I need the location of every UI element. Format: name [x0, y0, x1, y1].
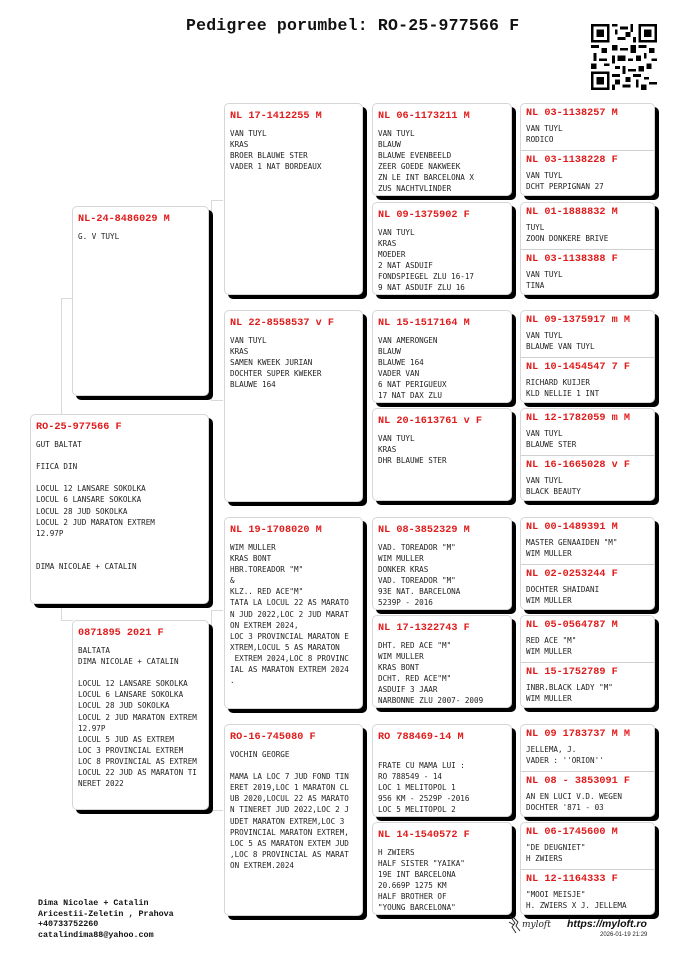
card-text: G. V TUYL: [78, 232, 120, 241]
gen4-entry[interactable]: [521, 409, 654, 455]
gen4-pair-card[interactable]: [520, 103, 655, 196]
owner-name: Dima Nicolae + Catalin: [38, 898, 149, 908]
ring-number: RO 788469-14 M: [378, 732, 464, 743]
card-text: VAD. TOREADOR "M" WIM MULLER DONKER KRAS VAD. TOREADOR "M" 93E NAT. BARCELONA 5239P - 2016: [378, 543, 461, 608]
gen4-entry[interactable]: [521, 662, 654, 708]
gen4-pair-card[interactable]: [520, 517, 655, 610]
ring-number: NL 06-1173211 M: [378, 111, 470, 122]
great-grandparent-card[interactable]: [372, 202, 512, 295]
card-text: VAN TUYL KRAS DHR BLAUWE STER: [378, 434, 447, 466]
card-text: VAN TUYL KRAS SAMEN KWEEK JURIAN DOCHTER SUPER KWEKER BLAUWE 164: [230, 336, 322, 390]
card-text: JELLEMA, J. VADER : ''ORION'': [526, 745, 604, 766]
card-text: FRATE CU MAMA LUI : RO 788549 - 14 LOC 1 MELITOPOL 1 956 KM - 2529P -2016 LOC 5 MELITOPOL 2: [378, 761, 470, 815]
owner-email[interactable]: catalindima88@yahoo.com: [38, 929, 154, 940]
ring-number: NL 20-1613761 v F: [378, 416, 482, 427]
ring-number: 0871895 2021 F: [78, 628, 164, 639]
card-text: RED ACE "M" WIM MULLER: [526, 636, 577, 657]
dam-card[interactable]: [72, 620, 209, 810]
grandparent-card[interactable]: [224, 517, 363, 709]
connector-line: [211, 200, 223, 201]
ring-number: NL 08 - 3853091 F: [526, 776, 630, 787]
connector-line: [515, 225, 516, 275]
connector-line: [515, 125, 516, 175]
connector-line: [61, 620, 73, 621]
card-text: AN EN LUCI V.D. WEGEN DOCHTER '871 - 03: [526, 792, 623, 813]
connector-line: [515, 745, 516, 795]
connector-line: [515, 845, 516, 895]
owner-phone: +40733752260: [38, 919, 99, 929]
ring-number: NL 01-1888832 M: [526, 207, 618, 218]
great-grandparent-card[interactable]: [372, 103, 512, 196]
card-text: INBR.BLACK LADY "M" WIM MULLER: [526, 683, 613, 704]
gen4-entry[interactable]: [521, 725, 654, 771]
connector-line: [515, 330, 516, 380]
card-text: RICHARD KUIJER KLD NELLIE 1 INT: [526, 378, 600, 399]
connector-line: [211, 610, 212, 810]
ring-number: NL 12-1782059 m M: [526, 413, 630, 424]
gen4-pair-card[interactable]: [520, 408, 655, 501]
gen4-entry[interactable]: [521, 869, 654, 915]
ring-number: NL 14-1540572 F: [378, 830, 470, 841]
owner-contact: [38, 898, 174, 940]
card-text: VAN TUYL DCHT PERPIGNAN 27: [526, 171, 604, 192]
ring-number: NL 09-1375902 F: [378, 210, 470, 221]
connector-line: [515, 430, 516, 480]
ring-number: RO-25-977566 F: [36, 422, 122, 433]
card-text: DOCHTER SHAIDANI WIM MULLER: [526, 585, 600, 606]
ring-number: NL 03-1138228 F: [526, 155, 618, 166]
ring-number: NL-24-8486029 M: [78, 214, 170, 225]
card-text: GUT BALTAT FIICA DIN LOCUL 12 LANSARE SOKOLKA LOCUL 6 LANSARE SOKOLKA LOCUL 28 JUD SOKOLKA LOCUL 2 JUD MARATON EXTREM 12.97P DIMA NICOLAE + CATALIN: [36, 440, 155, 572]
card-text: VOCHIN GEORGE MAMA LA LOC 7 JUD FOND TIN ERET 2019,LOC 1 MARATON CL UB 2020,LOCUL 22 AS MARATO N TINERET JUD 2022,LOC 2 J UDET MARATON EXTREM,LOC 3 PROVINCIAL MARATON EXTREM, LOC 5 AS MARATON EXTEM JUD ,LOC 8 PROVINCIAL AS MARAT ON EXTREM.2024: [230, 750, 349, 870]
ring-number: NL 19-1708020 M: [230, 525, 322, 536]
grandparent-card[interactable]: [224, 310, 363, 502]
myloft-logo: [507, 913, 555, 937]
card-text: WIM MULLER KRAS BONT HBR.TOREADOR "M" & KLZ.. RED ACE"M" TATA LA LOCUL 22 AS MARATO N JUD 2022,LOC 2 JUD MARAT ON EXTREM 2024, LOC 3 PROVINCIAL MARATON E XTREM,LOCUL 5 AS MARATON EXTREM 2024,LOC 8 PROVINC IAL AS MARATON EXTREM 2024 .: [230, 543, 349, 686]
ring-number: NL 17-1412255 M: [230, 111, 322, 122]
connector-line: [211, 610, 223, 611]
ring-number: NL 00-1489391 M: [526, 522, 618, 533]
ring-number: NL 09-1375917 m M: [526, 315, 630, 326]
ring-number: NL 05-0564787 M: [526, 620, 618, 631]
ring-number: NL 12-1164333 F: [526, 874, 618, 885]
timestamp: 2026-01-19 21:29: [600, 932, 648, 938]
card-text: VAN TUYL KRAS MOEDER 2 NAT ASDUIF FONDSPIEGEL ZLU 16-17 9 NAT ASDUIF ZLU 16: [378, 228, 475, 293]
great-grandparent-card[interactable]: [372, 822, 512, 915]
gen4-entry[interactable]: [521, 518, 654, 564]
ring-number: NL 15-1752789 F: [526, 667, 618, 678]
grandparent-card[interactable]: [224, 103, 363, 295]
card-text: H ZWIERS HALF SISTER "YAIKA" 19E INT BARCELONA 20.669P 1275 KM HALF BROTHER OF "YOUNG BARCELONA": [378, 848, 465, 913]
card-text: VAN TUYL BLACK BEAUTY: [526, 476, 581, 497]
card-text: VAN TUYL TINA: [526, 270, 563, 291]
great-grandparent-card[interactable]: [372, 408, 512, 501]
card-text: BALTATA DIMA NICOLAE + CATALIN LOCUL 12 LANSARE SOKOLKA LOCUL 6 LANSARE SOKOLKA LOCUL 28 JUD SOKOLKA LOCUL 2 JUD MARATON EXTREM 12.97P LOCUL 5 JUD AS EXTREM LOC 3 PROVINCIAL EXTREM LOC 8 PROVINCIAL AS EXTREM LOCUL 22 JUD AS MARATON TI NERET 2022: [78, 646, 197, 789]
great-grandparent-card[interactable]: [372, 310, 512, 403]
card-text: "DE DEUGNIET" H ZWIERS: [526, 843, 586, 864]
page-title: Pedigree porumbel: RO-25-977566 F: [186, 16, 520, 35]
gen4-entry[interactable]: [521, 771, 654, 817]
card-text: "MOOI MEISJE" H. ZWIERS X J. JELLEMA: [526, 890, 627, 911]
card-text: VAN TUYL BLAUW BLAUWE EVENBEELD ZEER GOEDE NAKWEEK ZN LE INT BARCELONA X ZUS NACHTVLINDER: [378, 129, 475, 194]
gen4-entry[interactable]: [521, 150, 654, 196]
ring-number: NL 08-3852329 M: [378, 525, 470, 536]
card-text: VAN TUYL BLAUWE STER: [526, 429, 577, 450]
card-text: TUYL ZOON DONKERE BRIVE: [526, 223, 609, 244]
card-text: VAN TUYL BLAUWE VAN TUYL: [526, 331, 595, 352]
gen4-entry[interactable]: [521, 203, 654, 249]
qr-code-icon: [591, 24, 657, 90]
ring-number: NL 16-1665028 v F: [526, 460, 630, 471]
connector-line: [61, 298, 62, 416]
connector-line: [211, 810, 223, 811]
gen4-pair-card[interactable]: [520, 202, 655, 295]
connector-line: [211, 400, 223, 401]
gen4-pair-card[interactable]: [520, 724, 655, 817]
gen4-entry[interactable]: [521, 249, 654, 295]
ring-number: RO-16-745080 F: [230, 732, 316, 743]
logo-text: myloft: [522, 920, 551, 930]
ring-number: NL 02-0253244 F: [526, 569, 618, 580]
card-text: VAN AMERONGEN BLAUW BLAUWE 164 VADER VAN 6 NAT PERIGUEUX 17 NAT DAX ZLU: [378, 336, 447, 401]
gen4-pair-card[interactable]: [520, 310, 655, 403]
ring-number: NL 10-1454547 7 F: [526, 362, 630, 373]
ring-number: NL 09 1783737 M M: [526, 729, 630, 740]
owner-address: Aricestii-Zeletin , Prahova: [38, 908, 174, 919]
card-text: VAN TUYL RODICO: [526, 124, 563, 145]
ring-number: NL 22-8558537 v F: [230, 318, 334, 329]
gen4-entry[interactable]: [521, 823, 654, 869]
subject-card[interactable]: [30, 414, 209, 604]
ring-number: NL 03-1138388 F: [526, 254, 618, 265]
gen4-entry[interactable]: [521, 616, 654, 662]
connector-line: [515, 640, 516, 690]
gen4-entry[interactable]: [521, 564, 654, 610]
website-link[interactable]: https://myloft.ro: [567, 918, 647, 930]
card-text: VAN TUYL KRAS BROER BLAUWE STER VADER 1 NAT BORDEAUX: [230, 129, 322, 172]
ring-number: NL 17-1322743 F: [378, 623, 470, 634]
connector-line: [61, 604, 62, 620]
connector-line: [515, 540, 516, 590]
gen4-pair-card[interactable]: [520, 615, 655, 708]
great-grandparent-card[interactable]: [372, 517, 512, 610]
great-grandparent-card[interactable]: [372, 615, 512, 708]
great-grandparent-card[interactable]: [372, 724, 512, 817]
gen4-pair-card[interactable]: [520, 822, 655, 915]
gen4-entry[interactable]: [521, 357, 654, 403]
card-text: MASTER GENAAIDEN "M" WIM MULLER: [526, 538, 618, 559]
connector-line: [211, 200, 212, 400]
ring-number: NL 15-1517164 M: [378, 318, 470, 329]
ring-number: NL 03-1138257 M: [526, 108, 618, 119]
gen4-entry[interactable]: [521, 104, 654, 150]
pigeon-logo-icon: [507, 913, 555, 937]
ring-number: NL 06-1745600 M: [526, 827, 618, 838]
gen4-entry[interactable]: [521, 455, 654, 501]
grandparent-card[interactable]: [224, 724, 363, 916]
card-text: DHT. RED ACE "M" WIM MULLER KRAS BONT DCHT. RED ACE"M" ASDUIF 3 JAAR NARBONNE ZLU 2007- 2009: [378, 641, 484, 706]
sire-card[interactable]: [72, 206, 209, 396]
gen4-entry[interactable]: [521, 311, 654, 357]
